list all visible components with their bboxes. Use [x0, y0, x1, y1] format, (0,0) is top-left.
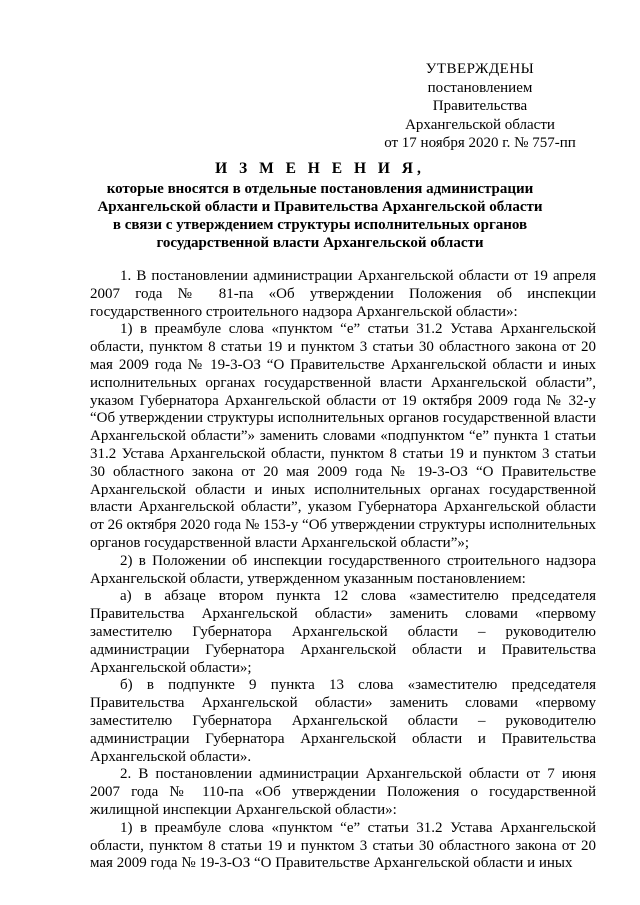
- paragraph: 1) в преамбуле слова «пунктом “е” статьи 31.2 Устава Архангельской области, пунктом 8 статьи 19 и пунктом 3 статьи 30 областного закона от 20 мая 2009 года № 19-3-ОЗ “О Правительстве Архангельской области и иных: [90, 819, 596, 872]
- title-line: Архангельской области и Правительства Архангельской области: [97, 199, 543, 215]
- approval-stamp: [380, 60, 580, 153]
- paragraph: 1) в преамбуле слова «пунктом “е” статьи 31.2 Устава Архангельской области, пунктом 8 статьи 19 и пунктом 3 статьи 30 областного закона от 20 мая 2009 года № 19-3-ОЗ “О Правительстве Архангельской области и иных исполнительных органах государственной власти Архангельской области”, указом Губернатора Архангельской области от 19 октября 2009 года № 32-у “Об утверждении структуры исполнительных органов государственной власти Архангельской области”» заменить словами «подпунктом “е” пункта 1 статьи 31.2 Устава Архангельской области, пунктом 8 статьи 19 и пунктом 3 статьи 30 областного закона от 20 мая 2009 года № 19-3-ОЗ “О Правительстве Архангельской области и иных исполнительных органах государственной власти Архангельской области”, указом Губернатора Архангельской области от 26 октября 2020 года № 153-у “Об утверждении структуры исполнительных органов государственной власти Архангельской области”»;: [90, 321, 596, 551]
- title-line: которые вносятся в отдельные постановления администрации: [106, 181, 534, 197]
- title-line: в связи с утверждением структуры исполнительных органов: [112, 217, 528, 233]
- approval-line: Архангельской области: [405, 116, 555, 133]
- title-line: государственной власти Архангельской области: [156, 235, 484, 251]
- approval-heading: УТВЕРЖДЕНЫ: [425, 61, 535, 77]
- paragraph: 2. В постановлении администрации Архангельской области от 7 июня 2007 года № 110-па «Об утверждении Положения о государственной жилищной инспекции Архангельской области»:: [90, 766, 596, 818]
- approval-line: постановлением Правительства: [427, 79, 533, 114]
- paragraph: а) в абзаце втором пункта 12 слова «заместителю председателя Правительства Архангельской области» заменить словами «первому заместителю Губернатора Архангельской области – руководителю администрации Губернатора Архангельской области и Правительства Архангельской области»;: [90, 588, 596, 676]
- title-main: И З М Е Н Е Н И Я,: [215, 160, 425, 177]
- document-title: [80, 160, 560, 252]
- paragraph: б) в подпункте 9 пункта 13 слова «заместителю председателя Правительства Архангельской области» заменить словами «первому заместителю Губернатора Архангельской области – руководителю администрации Губернатора Архангельской области и Правительства Архангельской области».: [90, 677, 596, 765]
- approval-line: от 17 ноября 2020 г. № 757-пп: [384, 135, 576, 151]
- document-body: [90, 268, 596, 873]
- paragraph: 2) в Положении об инспекции государственного строительного надзора Архангельской области, утвержденном указанным постановлением:: [90, 552, 596, 587]
- paragraph: 1. В постановлении администрации Архангельской области от 19 апреля 2007 года № 81-па «Об утверждении Положения об инспекции государственного строительного надзора Архангельской области»:: [90, 268, 596, 320]
